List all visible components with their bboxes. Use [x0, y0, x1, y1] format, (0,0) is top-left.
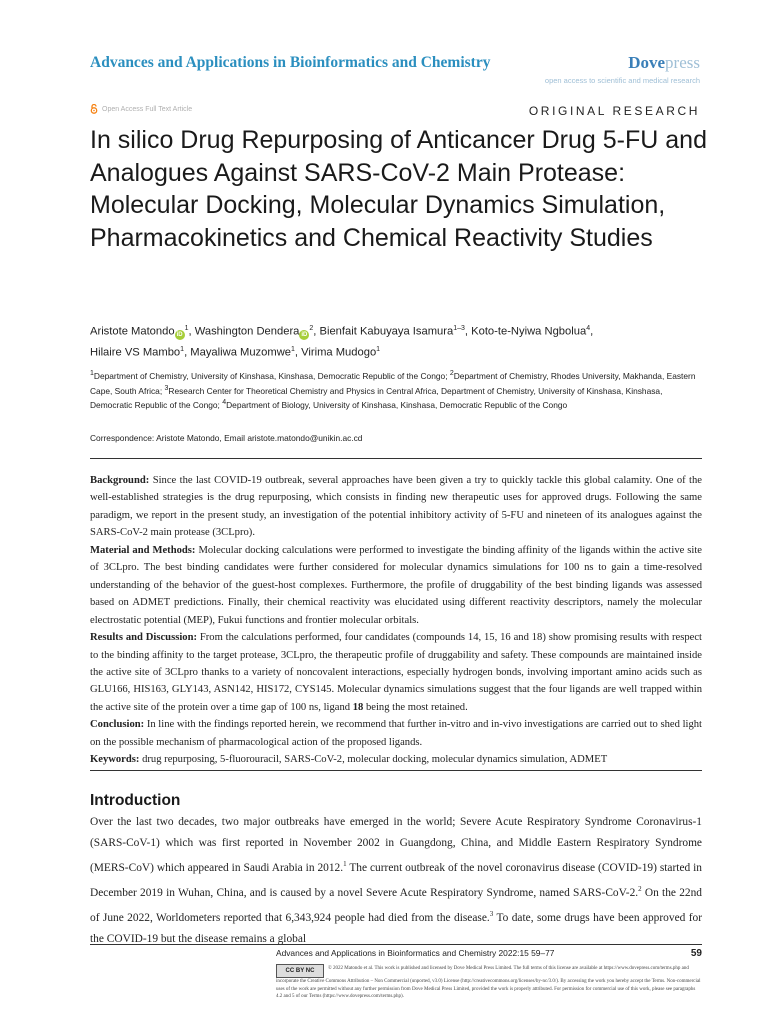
- footer-citation: Advances and Applications in Bioinformatics and Chemistry 2022:15 59–77: [276, 948, 555, 958]
- author-affiliation-ref: 1: [180, 345, 185, 353]
- author-name[interactable]: Virima Mudogo: [301, 346, 377, 359]
- article-title: In silico Drug Repurposing of Anticancer Drug 5-FU and Analogues Against SARS-CoV-2 Main Protease: Molecular Docking, Molecular Dynamics Simulation, Pharmacokinetics and Chemical Reactivity Studies: [90, 126, 707, 252]
- publisher-name-part1: Dove: [628, 53, 666, 72]
- author-name[interactable]: Aristote Matondo: [90, 325, 175, 338]
- affiliations: [90, 368, 702, 412]
- intro-text: The current outbreak of the novel coronavirus disease (COVID-19) started in December 2019 in Wuhan, China, and is caused by a novel Severe Acute Respiratory Syndrome, named SARS-CoV-2.: [90, 862, 702, 900]
- affiliation-number: 2: [449, 370, 454, 377]
- citation-ref[interactable]: 1: [343, 860, 347, 869]
- intro-text: On the 22nd of June 2022, Worldometers reported that 6,343,924 people had died from the disease.: [90, 887, 702, 925]
- citation-ref[interactable]: 3: [489, 910, 494, 919]
- cc-license-badge[interactable]: CC BY NC: [276, 964, 324, 978]
- author-affiliation-ref: 1–3: [453, 325, 465, 332]
- abstract-methods-text: Molecular docking calculations were performed to investigate the binding affinity of the ligands within the active site of 3CLpro. The best binding candidates were further considered for molecular dynamics simulations for 100 ns to gain a time-resolved understanding of the behavior of the guest-host complexes. Furthermore, the profile of druggability of the best binding ligands was assessed based on ADMET predictions. Finally, their chemical reactivity was elucidated using different reactivity descriptors, namely the molecular electrostatic potential (MEP), Fukui functions and frontier molecular orbitals.: [90, 544, 703, 626]
- affiliation-number: 4: [222, 399, 227, 407]
- correspondence: Correspondence: Aristote Matondo, Email aristote.matondo@unikin.ac.cd: [90, 433, 363, 443]
- divider: [90, 770, 702, 771]
- abstract-background: [90, 472, 702, 542]
- affiliation-number: 1: [90, 370, 94, 377]
- intro-text: Over the last two decades, two major outbreaks have emerged in the world; Severe Acute Respiratory Syndrome Coronavirus-1 (SARS-CoV-1) which was first reported in November 2002 in Guangdong, China, and Middle Eastern Respiratory Syndrome (MERS-CoV) which appeared in Saudi Arabia in 2012.: [90, 816, 702, 875]
- affiliation-text: Department of Biology, University of Kinshasa, Kinshasa, Democratic Republic of the Congo: [226, 399, 568, 410]
- author-affiliation-ref: 1: [184, 325, 189, 332]
- keywords-text: drug repurposing, 5-fluorouracil, SARS-CoV-2, molecular docking, molecular dynamics simulation, ADMET: [142, 754, 608, 766]
- license-notice: [276, 964, 702, 1001]
- author-name[interactable]: Koto-te-Nyiwa Ngbolua: [471, 325, 587, 338]
- abstract-conclusion-text: In line with the findings reported herein, we recommend that further in-vitro and in-vivo investigations are carried out to shed light on the possible mechanism of pharmacological action of the proposed ligands.: [90, 719, 702, 748]
- footer-divider: [90, 944, 702, 945]
- publisher-logo: [628, 53, 700, 73]
- orcid-icon[interactable]: iD: [301, 331, 308, 338]
- abstract-background-text: Since the last COVID-19 outbreak, several approaches have been given a try to quickly tackle this global calamity. One of the well-established strategies is the drug repurposing, which consists in finding new therapeutic uses for approved drugs. Following the same paradigm, we report in the present study, an investigation of the potential inhibitory activity of 5-FU and nineteen of its analogues against the SARS-CoV-2 main protease (3CLpro).: [90, 475, 703, 539]
- author-name[interactable]: Bienfait Kabuyaya Isamura: [319, 325, 454, 338]
- intro-text: To date, some drugs have been approved for the COVID-19 but the disease remains a global: [90, 912, 703, 946]
- affiliation-text: Research Center for Theoretical Chemistry and Physics in Central Africa, Department of Chemistry, University of Kinshasa, Kinshasa, Democratic Republic of the Congo;: [90, 385, 663, 410]
- orcid-icon[interactable]: iD: [176, 331, 183, 338]
- section-heading-introduction: Introduction: [90, 792, 181, 809]
- author-affiliation-ref: 1: [376, 345, 381, 353]
- citation-ref[interactable]: 2: [638, 885, 642, 894]
- author-affiliation-ref: 1: [291, 345, 295, 353]
- keywords-label: Keywords:: [90, 754, 140, 766]
- abstract-results-text: From the calculations performed, four candidates (compounds 14, 15, 16 and 18) show promising results with respect to the binding affinity to the target protease, 3CLpro, the therapeutic profile of druggability and safety. These compounds are maintained inside the active site of 3CLpro thanks to a variety of noncovalent interactions, especially hydrogen bonds, involving important amino acids such as GLU166, HIS163, GLY143, ASN142, HIS172, CYS145. Molecular dynamics simulations suggest that the four ligands are well trapped within the active site of the protein over a time gap of 100 ns, ligand: [90, 632, 702, 713]
- abstract-methods-label: Material and Methods:: [90, 544, 196, 556]
- author-list: Aristote Matondo $iD^1$, Washington Dendera $iD^2$, Bienfait Kabuyaya Isamura$^{1-3}$, Koto-te-Nyiwa Ngbolua$^4$, Hilaire VS Mambo$^1$, Mayaliwa Muzomwe$^1$, Virima Mudogo$^1$: [90, 325, 594, 359]
- author-affiliation-ref: 4: [586, 325, 591, 332]
- open-access-text: Open Access Full Text Article: [102, 105, 193, 113]
- open-access-label: [90, 104, 192, 114]
- abstract-results: [90, 629, 702, 716]
- page-number: 59: [690, 948, 702, 959]
- publisher-name-part2: press: [665, 53, 700, 72]
- abstract-results-label: Results and Discussion:: [90, 632, 197, 644]
- author-affiliation-ref: 2: [309, 325, 314, 332]
- abstract-results-ligand: 18: [352, 701, 364, 713]
- author-name[interactable]: Hilaire VS Mambo: [90, 346, 181, 359]
- affiliation-text: Department of Chemistry, University of Kinshasa, Kinshasa, Democratic Republic of the Congo;: [93, 370, 450, 381]
- license-text: © 2022 Matondo et al. This work is published and licensed by Dove Medical Press Limited. The full terms of this license are available at https://www.dovepress.com/terms.php and incorporate the Creative Commons Attribution – Non Commercial (unported, v3.0) License (http://creativecommons.org/licenses/by-nc/3.0/). By accessing the work you hereby accept the Terms. Non-commercial uses of the work are permitted without any further permission from Dove Medical Press Limited, provided the work is properly attributed. For permission for commercial use of this work, please see paragraphs 4.2 and 5 of our Terms (https://www.dovepress.com/terms.php).: [276, 966, 701, 1000]
- abstract-methods: [90, 542, 702, 629]
- abstract: [90, 472, 702, 769]
- introduction-paragraph: [90, 812, 702, 951]
- abstract-keywords: [90, 751, 702, 768]
- affiliation-text: Department of Chemistry, Rhodes University, Makhanda, Eastern Cape, South Africa;: [90, 370, 696, 396]
- publisher-tagline: open access to scientific and medical research: [544, 76, 700, 85]
- abstract-conclusion-label: Conclusion:: [90, 719, 145, 731]
- author-name[interactable]: Washington Dendera: [194, 325, 300, 338]
- journal-title: Advances and Applications in Bioinformatics and Chemistry: [90, 54, 491, 71]
- abstract-conclusion: [90, 716, 702, 751]
- open-access-icon: [90, 104, 98, 114]
- affiliation-number: 3: [164, 384, 169, 392]
- abstract-results-text-end: being the most retained.: [363, 701, 468, 713]
- abstract-background-label: Background:: [90, 475, 150, 486]
- article-type: ORIGINAL RESEARCH: [528, 104, 700, 118]
- author-name[interactable]: Mayaliwa Muzomwe: [190, 346, 291, 359]
- divider: [90, 458, 702, 459]
